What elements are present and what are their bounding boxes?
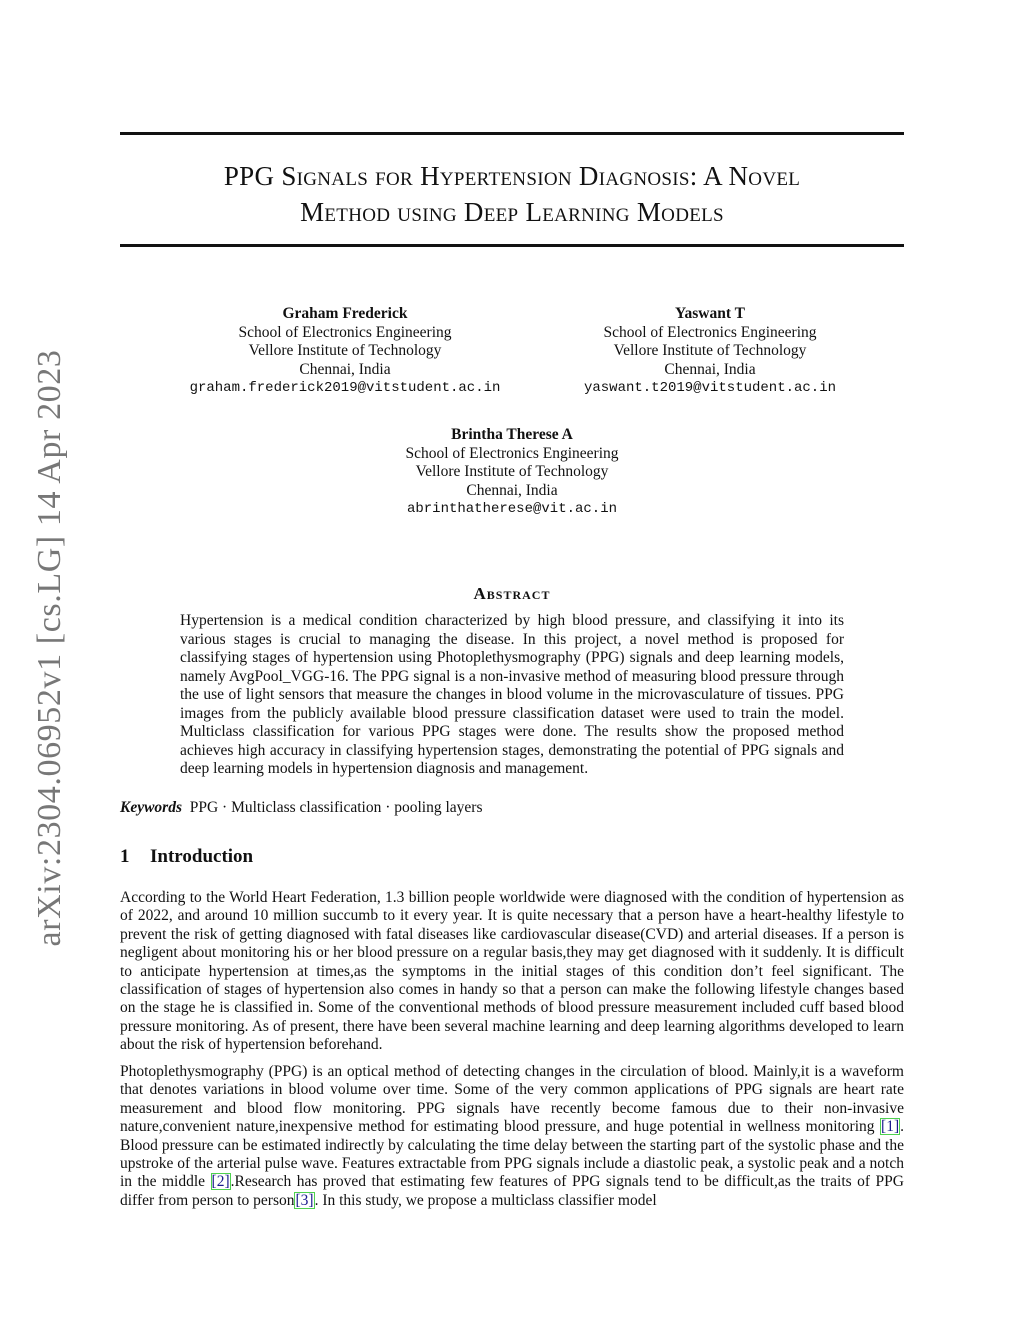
author-name: Yaswant T: [675, 305, 745, 322]
author-email[interactable]: graham.frederick2019@vitstudent.ac.in: [189, 380, 501, 396]
abstract-text: Hypertension is a medical condition characterized by high blood pressure, and classifying it into its various stages is crucial to managing the disease. In this project, a novel method is proposed for classifying stages of hypertension using Photoplethysmography (PPG) signals and deep learning models, namely AvgPool_VGG-16. The PPG signal is a non-invasive method of measuring blood pressure through the use of light sensors that measure the changes in blood volume in the microvasculature of tissues. PPG images from the publicly available blood pressure classification dataset were used to train the model. Multiclass classification for various PPG stages were done. The results show the proposed method achieves high accuracy in classifying hypertension stages, demonstrating the potential of PPG signals and deep learning models in hypertension diagnosis and management.: [180, 612, 844, 777]
keywords-line: [120, 799, 483, 817]
author-department: School of Electronics Engineering: [603, 323, 817, 341]
paragraph-text: Photoplethysmography (PPG) is an optical method of detecting changes in the circulation of blood. Mainly,it is a waveform that denotes variations in blood volume over time. Some of the very common applications of PPG signals are heart rate measurement and blood flow monitoring. PPG signals have recently become famous due to their non-invasive nature,convenient nature,inexpensive method for estimating blood pressure, and huge potential in wellness monitoring: [120, 1063, 904, 1136]
section-heading-introduction: [120, 846, 253, 868]
title-rule-top: [120, 132, 904, 135]
paragraph-text: . In this study, we propose a multiclass classifier model: [314, 1191, 657, 1209]
author-institution: Vellore Institute of Technology: [415, 463, 609, 480]
author-name: Graham Frederick: [282, 305, 408, 322]
author-email[interactable]: abrinthatherese@vit.ac.in: [406, 501, 618, 517]
author-department: School of Electronics Engineering: [405, 444, 619, 462]
keywords-text: PPG · Multiclass classification · pooling layers: [189, 799, 483, 816]
section-number: 1: [120, 846, 130, 867]
section-title: Introduction: [150, 846, 254, 867]
intro-paragraph-1: According to the World Heart Federation, 1.3 billion people worldwide were diagnosed with the condition of hypertension as of 2022, and around 10 million succumb to it every year. It is quite necessary that a person have a heart-healthy lifestyle to prevent the risk of getting diagnosed with fatal diseases like cardiovascular disease(CVD) and arterial diseases. If a person is negligent about monitoring his or her blood pressure on a regular basis,they may get diagnosed with it suddenly. It is difficult to anticipate hypertension at times,as the symptoms in the initial stages of this condition don’t feel significant. The classification of stages of hypertension also comes in handy so that a person can make the following lifestyle changes based on the stage he is classified in. Some of the conventional methods of blood pressure measurement included cuff based blood pressure monitoring. As of present, there have been several machine learning and deep learning algorithms developed to learn about the risk of hypertension beforehand.: [120, 889, 904, 1054]
paper-title: [120, 158, 904, 230]
title-line-2: Method using Deep Learning Models: [300, 197, 724, 227]
title-rule-bottom: [120, 244, 904, 247]
author-location: Chennai, India: [664, 360, 756, 378]
author-location: Chennai, India: [466, 481, 558, 499]
author-institution: Vellore Institute of Technology: [613, 342, 807, 359]
keywords-label: Keywords: [120, 799, 182, 816]
citation-link-2[interactable]: [2]: [211, 1173, 230, 1191]
author-block: [165, 305, 525, 398]
author-name: Brintha Therese A: [451, 426, 573, 443]
author-institution: Vellore Institute of Technology: [248, 342, 442, 359]
author-block: [332, 426, 692, 519]
author-email[interactable]: yaswant.t2019@vitstudent.ac.in: [583, 380, 837, 396]
author-block: [530, 305, 890, 398]
citation-link-3[interactable]: [3]: [295, 1191, 314, 1209]
paragraph-text: .Research has proved that estimating few features of PPG signals tend to be difficult,as the traits of PPG differ from person to person: [120, 1173, 904, 1209]
author-department: School of Electronics Engineering: [238, 323, 452, 341]
paragraph-text: . Blood pressure can be estimated indirectly by calculating the time delay between the starting part of the systolic phase and the upstroke of the arterial pulse wave. Features extractable from PPG signals include a diastolic peak, a systolic peak and a notch in the middle: [120, 1118, 904, 1191]
author-location: Chennai, India: [299, 360, 391, 378]
abstract-heading: Abstract: [473, 584, 551, 603]
citation-link-1[interactable]: [1]: [881, 1118, 900, 1136]
intro-paragraph-2: [120, 1063, 904, 1210]
arxiv-identifier: arXiv:2304.06952v1 [cs.LG] 14 Apr 2023: [31, 349, 68, 947]
title-line-1: PPG Signals for Hypertension Diagnosis: A Novel: [223, 161, 801, 191]
